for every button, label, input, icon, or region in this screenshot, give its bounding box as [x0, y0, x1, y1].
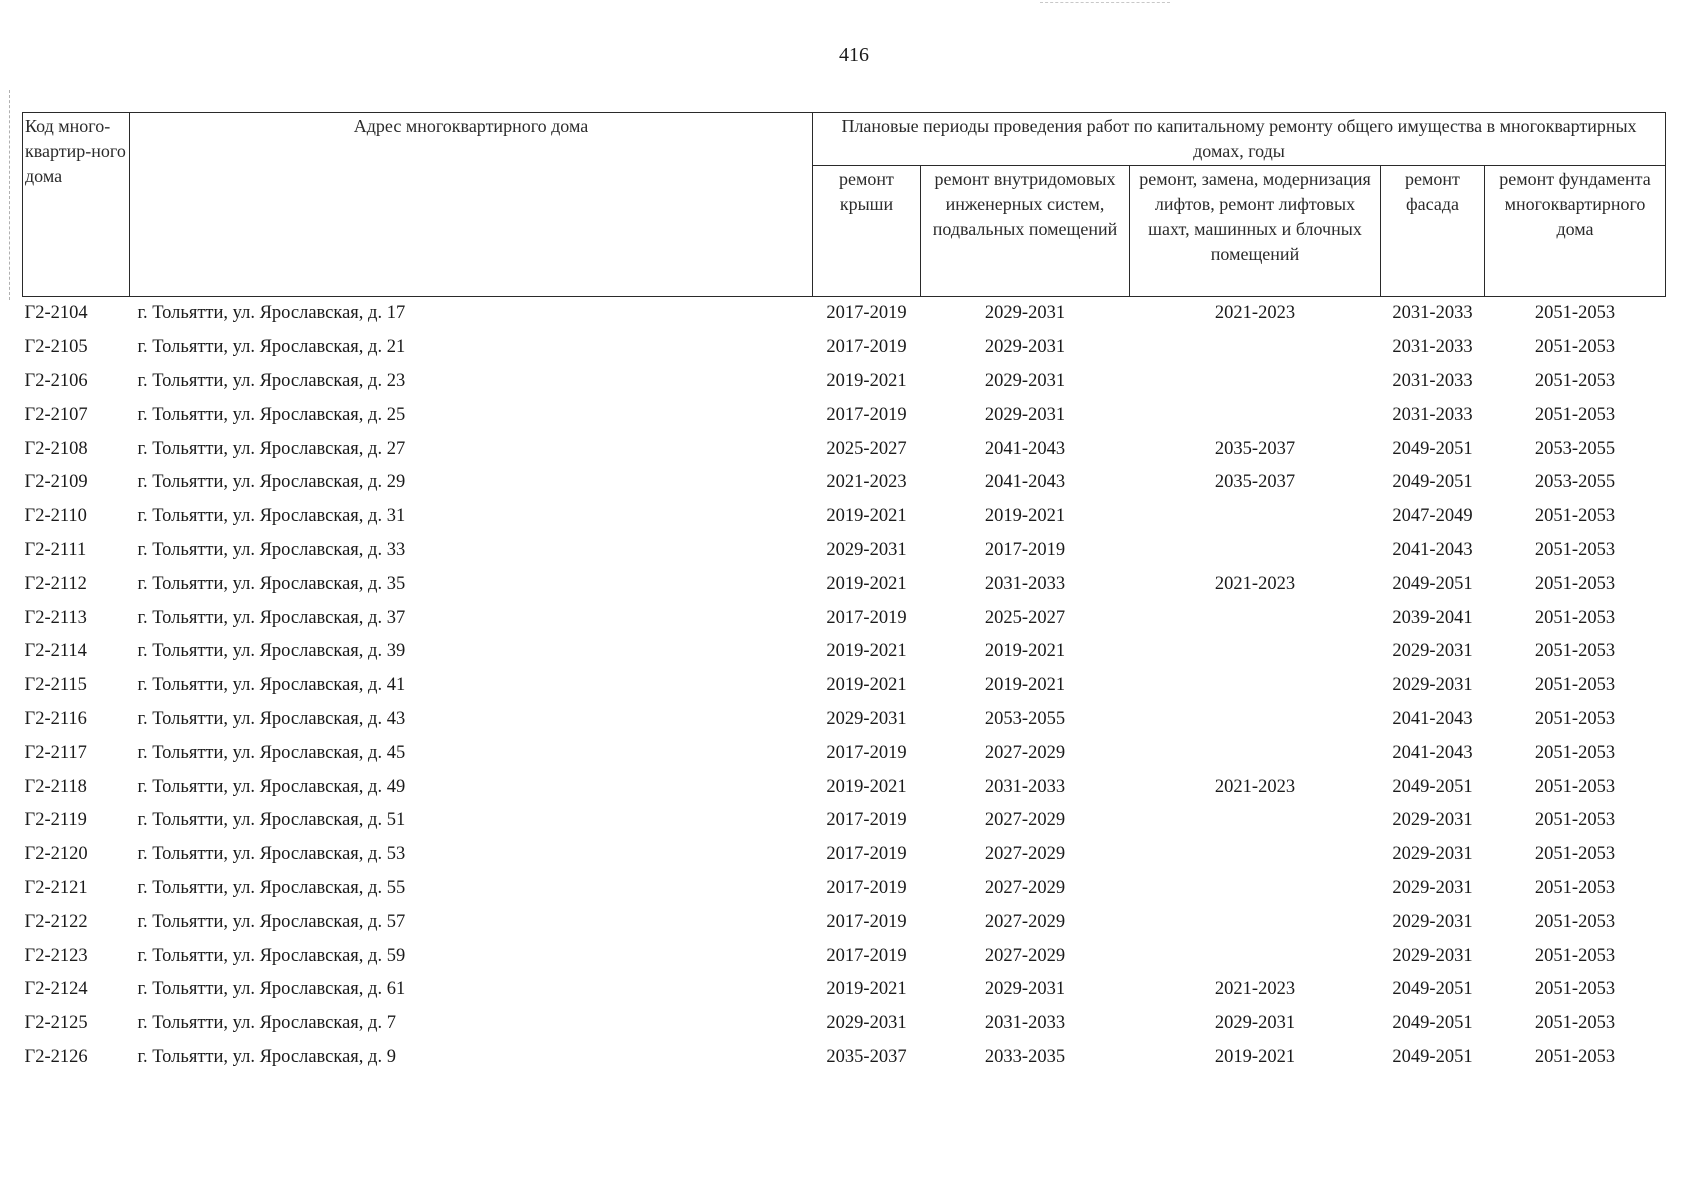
facade-cell: 2029-2031 [1392, 641, 1473, 662]
facade-cell: 2031-2033 [1392, 337, 1473, 358]
code-cell: Г2-2126 [24, 1046, 88, 1067]
lifts-cell [1130, 736, 1381, 770]
facade-cell: 2049-2051 [1392, 472, 1473, 493]
facade-cell: 2029-2031 [1392, 877, 1473, 898]
roof-cell: 2017-2019 [826, 337, 907, 358]
lifts-cell [1130, 365, 1381, 399]
engineering-cell: 2041-2043 [984, 472, 1066, 493]
address-cell: г. Тольятти, ул. Ярославская, д. 9 [137, 1046, 396, 1067]
lifts-cell: 2021-2023 [1214, 979, 1296, 1000]
foundation-cell: 2051-2053 [1534, 810, 1616, 831]
roof-cell: 2019-2021 [826, 776, 907, 797]
facade-cell: 2029-2031 [1392, 810, 1473, 831]
foundation-cell: 2051-2053 [1534, 877, 1616, 898]
table-row [23, 365, 1666, 399]
address-cell: г. Тольятти, ул. Ярославская, д. 39 [137, 641, 406, 662]
lifts-cell [1130, 939, 1381, 973]
lifts-cell: 2029-2031 [1214, 1013, 1296, 1034]
table-row [23, 331, 1666, 365]
roof-cell: 2017-2019 [826, 810, 907, 831]
address-cell: г. Тольятти, ул. Ярославская, д. 35 [137, 573, 406, 594]
facade-cell: 2031-2033 [1392, 370, 1473, 391]
code-cell: Г2-2111 [24, 539, 87, 560]
table-row [23, 635, 1666, 669]
code-cell: Г2-2121 [24, 877, 88, 898]
roof-cell: 2017-2019 [826, 844, 907, 865]
engineering-cell: 2031-2033 [984, 1013, 1066, 1034]
roof-cell: 2017-2019 [826, 607, 907, 628]
foundation-cell: 2051-2053 [1534, 370, 1616, 391]
address-cell: г. Тольятти, ул. Ярославская, д. 53 [137, 844, 406, 865]
header-lifts: ремонт, замена, модернизация лифтов, ремонт лифтовых шахт, машинных и блочных помещений [1130, 166, 1381, 297]
code-cell: Г2-2114 [24, 641, 87, 662]
roof-cell: 2017-2019 [826, 945, 907, 966]
code-cell: Г2-2108 [24, 438, 88, 459]
facade-cell: 2029-2031 [1392, 911, 1473, 932]
foundation-cell: 2051-2053 [1534, 573, 1616, 594]
header-foundation: ремонт фундамента многоквартирного дома [1485, 166, 1666, 297]
engineering-cell: 2019-2021 [984, 641, 1066, 662]
facade-cell: 2031-2033 [1392, 404, 1473, 425]
address-cell: г. Тольятти, ул. Ярославская, д. 61 [137, 979, 406, 1000]
facade-cell: 2049-2051 [1392, 1013, 1473, 1034]
engineering-cell: 2025-2027 [984, 607, 1066, 628]
engineering-cell: 2019-2021 [984, 506, 1066, 527]
header-row-top [23, 113, 1666, 166]
lifts-cell [1130, 635, 1381, 669]
engineering-cell: 2027-2029 [984, 810, 1066, 831]
lifts-cell [1130, 804, 1381, 838]
facade-cell: 2049-2051 [1392, 573, 1473, 594]
table-row [23, 466, 1666, 500]
facade-cell: 2039-2041 [1392, 607, 1473, 628]
table-body [23, 297, 1666, 1075]
lifts-cell [1130, 534, 1381, 568]
engineering-cell: 2027-2029 [984, 742, 1066, 763]
address-cell: г. Тольятти, ул. Ярославская, д. 27 [137, 438, 406, 459]
engineering-cell: 2027-2029 [984, 945, 1066, 966]
facade-cell: 2049-2051 [1392, 776, 1473, 797]
code-cell: Г2-2119 [24, 810, 87, 831]
roof-cell: 2017-2019 [826, 911, 907, 932]
code-cell: Г2-2106 [24, 370, 88, 391]
roof-cell: 2019-2021 [826, 675, 907, 696]
foundation-cell: 2051-2053 [1534, 979, 1616, 1000]
lifts-cell [1130, 398, 1381, 432]
code-cell: Г2-2116 [24, 708, 87, 729]
roof-cell: 2035-2037 [826, 1046, 907, 1067]
foundation-cell: 2051-2053 [1534, 911, 1616, 932]
roof-cell: 2019-2021 [826, 641, 907, 662]
lifts-cell [1130, 838, 1381, 872]
header-engineering: ремонт внутридомовых инженерных систем, подвальных помещений [921, 166, 1130, 297]
code-cell: Г2-2110 [24, 506, 87, 527]
table-row [23, 669, 1666, 703]
address-cell: г. Тольятти, ул. Ярославская, д. 55 [137, 877, 406, 898]
foundation-cell: 2053-2055 [1534, 472, 1616, 493]
address-cell: г. Тольятти, ул. Ярославская, д. 23 [137, 370, 406, 391]
scan-artifact-left [9, 90, 10, 300]
foundation-cell: 2051-2053 [1534, 708, 1616, 729]
lifts-cell: 2021-2023 [1214, 303, 1296, 324]
lifts-cell [1130, 872, 1381, 906]
foundation-cell: 2051-2053 [1534, 1046, 1616, 1067]
table-row [23, 804, 1666, 838]
capital-repair-table [22, 112, 1666, 1074]
address-cell: г. Тольятти, ул. Ярославская, д. 51 [137, 810, 406, 831]
facade-cell: 2049-2051 [1392, 1046, 1473, 1067]
roof-cell: 2019-2021 [826, 573, 907, 594]
table-row [23, 905, 1666, 939]
facade-cell: 2041-2043 [1392, 539, 1473, 560]
code-cell: Г2-2112 [24, 573, 87, 594]
header-periods: Плановые периоды проведения работ по капитальному ремонту общего имущества в многоквартирных домах, годы [813, 113, 1666, 166]
lifts-cell [1130, 601, 1381, 635]
foundation-cell: 2051-2053 [1534, 607, 1616, 628]
address-cell: г. Тольятти, ул. Ярославская, д. 21 [137, 337, 406, 358]
foundation-cell: 2051-2053 [1534, 675, 1616, 696]
roof-cell: 2017-2019 [826, 303, 907, 324]
foundation-cell: 2051-2053 [1534, 776, 1616, 797]
roof-cell: 2017-2019 [826, 404, 907, 425]
lifts-cell: 2021-2023 [1214, 573, 1296, 594]
table-row [23, 703, 1666, 737]
address-cell: г. Тольятти, ул. Ярославская, д. 37 [137, 607, 406, 628]
engineering-cell: 2027-2029 [984, 844, 1066, 865]
address-cell: г. Тольятти, ул. Ярославская, д. 31 [137, 506, 406, 527]
address-cell: г. Тольятти, ул. Ярославская, д. 57 [137, 911, 406, 932]
roof-cell: 2029-2031 [826, 1013, 907, 1034]
table-row [23, 398, 1666, 432]
address-cell: г. Тольятти, ул. Ярославская, д. 33 [137, 539, 406, 560]
facade-cell: 2049-2051 [1392, 438, 1473, 459]
code-cell: Г2-2122 [24, 911, 88, 932]
table-row [23, 500, 1666, 534]
facade-cell: 2047-2049 [1392, 506, 1473, 527]
address-cell: г. Тольятти, ул. Ярославская, д. 45 [137, 742, 406, 763]
table-row [23, 432, 1666, 466]
table-row [23, 770, 1666, 804]
table-row [23, 838, 1666, 872]
roof-cell: 2019-2021 [826, 979, 907, 1000]
lifts-cell [1130, 703, 1381, 737]
foundation-cell: 2051-2053 [1534, 337, 1616, 358]
table-row [23, 1041, 1666, 1075]
lifts-cell: 2035-2037 [1214, 472, 1296, 493]
table-row [23, 872, 1666, 906]
foundation-cell: 2051-2053 [1534, 506, 1616, 527]
lifts-cell [1130, 669, 1381, 703]
code-cell: Г2-2113 [24, 607, 87, 628]
engineering-cell: 2041-2043 [984, 438, 1066, 459]
lifts-cell [1130, 905, 1381, 939]
foundation-cell: 2051-2053 [1534, 641, 1616, 662]
table-row [23, 567, 1666, 601]
address-cell: г. Тольятти, ул. Ярославская, д. 25 [137, 404, 406, 425]
lifts-cell: 2035-2037 [1214, 438, 1296, 459]
foundation-cell: 2051-2053 [1534, 1013, 1616, 1034]
foundation-cell: 2053-2055 [1534, 438, 1616, 459]
address-cell: г. Тольятти, ул. Ярославская, д. 41 [137, 675, 406, 696]
engineering-cell: 2031-2033 [984, 573, 1066, 594]
header-facade: ремонт фасада [1381, 166, 1485, 297]
address-cell: г. Тольятти, ул. Ярославская, д. 59 [137, 945, 406, 966]
engineering-cell: 2029-2031 [984, 337, 1066, 358]
engineering-cell: 2029-2031 [984, 303, 1066, 324]
engineering-cell: 2029-2031 [984, 404, 1066, 425]
facade-cell: 2041-2043 [1392, 708, 1473, 729]
table-row [23, 939, 1666, 973]
facade-cell: 2029-2031 [1392, 945, 1473, 966]
code-cell: Г2-2125 [24, 1013, 88, 1034]
roof-cell: 2019-2021 [826, 370, 907, 391]
lifts-cell: 2019-2021 [1214, 1046, 1296, 1067]
code-cell: Г2-2115 [24, 675, 87, 696]
header-address: Адрес многоквартирного дома [130, 113, 813, 297]
roof-cell: 2029-2031 [826, 539, 907, 560]
facade-cell: 2029-2031 [1392, 675, 1473, 696]
roof-cell: 2019-2021 [826, 506, 907, 527]
engineering-cell: 2053-2055 [984, 708, 1066, 729]
table-row [23, 297, 1666, 331]
roof-cell: 2021-2023 [826, 472, 907, 493]
roof-cell: 2025-2027 [826, 438, 907, 459]
foundation-cell: 2051-2053 [1534, 945, 1616, 966]
lifts-cell: 2021-2023 [1214, 776, 1296, 797]
code-cell: Г2-2120 [24, 844, 88, 865]
header-roof: ремонт крыши [813, 166, 921, 297]
foundation-cell: 2051-2053 [1534, 844, 1616, 865]
lifts-cell [1130, 331, 1381, 365]
roof-cell: 2017-2019 [826, 877, 907, 898]
foundation-cell: 2051-2053 [1534, 404, 1616, 425]
code-cell: Г2-2105 [24, 337, 88, 358]
foundation-cell: 2051-2053 [1534, 539, 1616, 560]
engineering-cell: 2029-2031 [984, 370, 1066, 391]
page-number: 416 [839, 44, 869, 66]
facade-cell: 2029-2031 [1392, 844, 1473, 865]
address-cell: г. Тольятти, ул. Ярославская, д. 7 [137, 1013, 396, 1034]
code-cell: Г2-2118 [24, 776, 87, 797]
engineering-cell: 2033-2035 [984, 1046, 1066, 1067]
table-row [23, 1007, 1666, 1041]
engineering-cell: 2017-2019 [984, 539, 1066, 560]
foundation-cell: 2051-2053 [1534, 742, 1616, 763]
facade-cell: 2049-2051 [1392, 979, 1473, 1000]
code-cell: Г2-2109 [24, 472, 88, 493]
facade-cell: 2041-2043 [1392, 742, 1473, 763]
table-row [23, 973, 1666, 1007]
address-cell: г. Тольятти, ул. Ярославская, д. 43 [137, 708, 406, 729]
engineering-cell: 2019-2021 [984, 675, 1066, 696]
engineering-cell: 2031-2033 [984, 776, 1066, 797]
foundation-cell: 2051-2053 [1534, 303, 1616, 324]
lifts-cell [1130, 500, 1381, 534]
table-row [23, 601, 1666, 635]
roof-cell: 2029-2031 [826, 708, 907, 729]
table-row [23, 736, 1666, 770]
engineering-cell: 2027-2029 [984, 877, 1066, 898]
address-cell: г. Тольятти, ул. Ярославская, д. 29 [137, 472, 406, 493]
address-cell: г. Тольятти, ул. Ярославская, д. 17 [137, 303, 406, 324]
address-cell: г. Тольятти, ул. Ярославская, д. 49 [137, 776, 406, 797]
roof-cell: 2017-2019 [826, 742, 907, 763]
code-cell: Г2-2123 [24, 945, 88, 966]
header-code: Код много-квартир-ного дома [23, 113, 130, 297]
code-cell: Г2-2107 [24, 404, 88, 425]
facade-cell: 2031-2033 [1392, 303, 1473, 324]
code-cell: Г2-2124 [24, 979, 88, 1000]
code-cell: Г2-2104 [24, 303, 88, 324]
engineering-cell: 2027-2029 [984, 911, 1066, 932]
scan-artifact-top [1040, 2, 1170, 3]
engineering-cell: 2029-2031 [984, 979, 1066, 1000]
table-row [23, 534, 1666, 568]
code-cell: Г2-2117 [24, 742, 87, 763]
table-header [23, 113, 1666, 297]
